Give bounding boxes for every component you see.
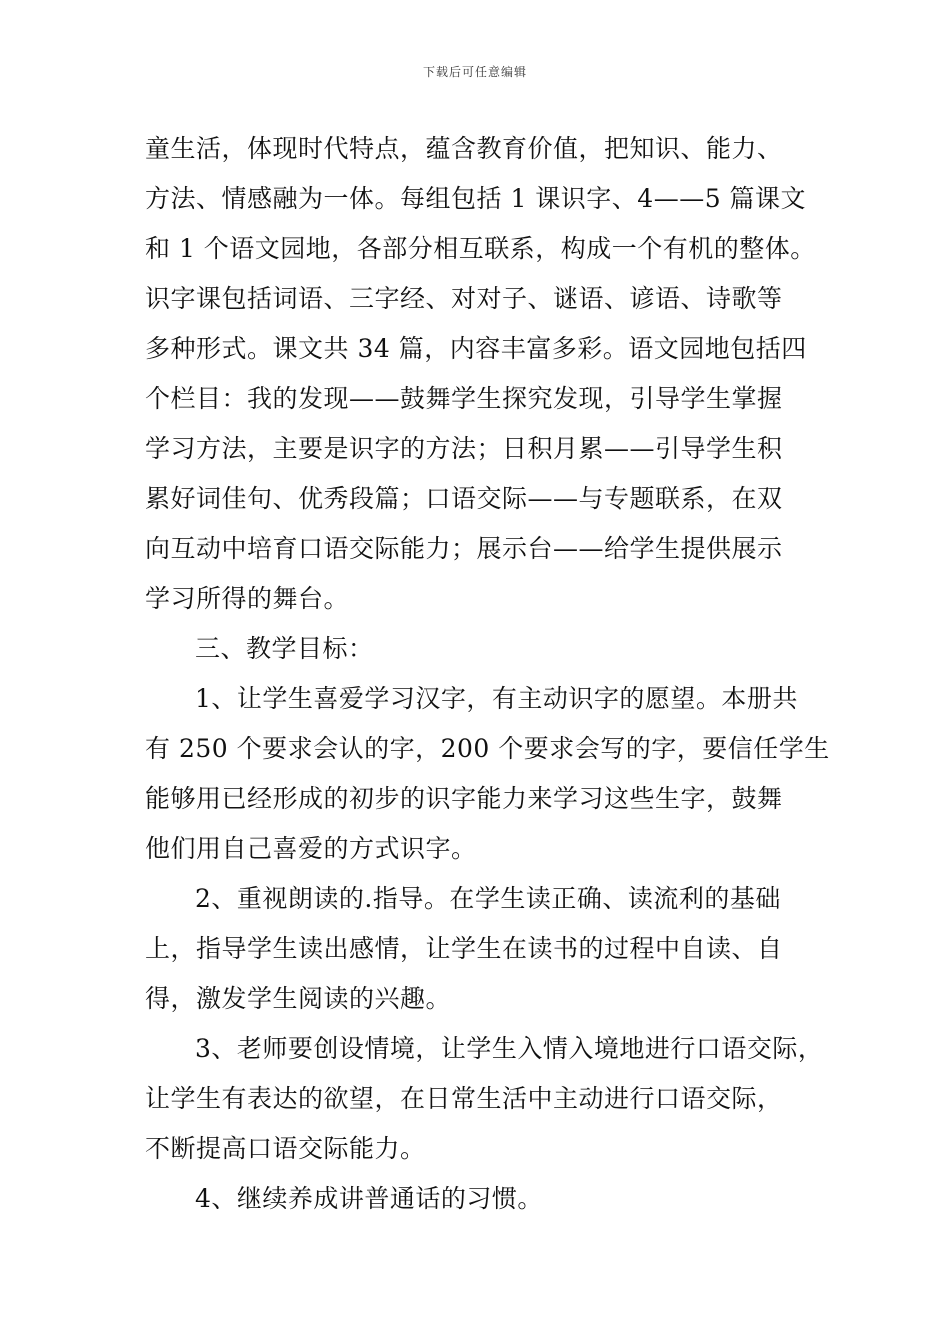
text-line: 童生活，体现时代特点，蕴含教育价值，把知识、能力、 [145, 134, 783, 163]
text-line: 有 250 个要求会认的字，200 个要求会写的字，要信任学生 [145, 734, 830, 763]
text-line: 上，指导学生读出感情，让学生在读书的过程中自读、自 [145, 934, 783, 963]
text-line: 累好词佳句、优秀段篇；口语交际——与专题联系，在双 [145, 484, 783, 513]
page-header: 下载后可任意编辑 [422, 65, 527, 79]
text-line: 不断提高口语交际能力。 [145, 1134, 426, 1163]
body-text [145, 124, 830, 1224]
text-line: 学习方法，主要是识字的方法；日积月累——引导学生积 [145, 434, 783, 463]
text-line: 他们用自己喜爱的方式识字。 [145, 834, 477, 863]
text-line: 学习所得的舞台。 [145, 584, 350, 613]
text-line: 多种形式。课文共 34 篇，内容丰富多彩。语文园地包括四 [145, 334, 807, 363]
text-line: 个栏目：我的发现——鼓舞学生探究发现，引导学生掌握 [145, 384, 783, 413]
text-line: 3、老师要创设情境，让学生入情入境地进行口语交际， [195, 1034, 824, 1063]
text-line: 让学生有表达的欲望，在日常生活中主动进行口语交际， [145, 1084, 783, 1113]
text-line: 4、继续养成讲普通话的习惯。 [195, 1184, 543, 1213]
text-line: 向互动中培育口语交际能力；展示台——给学生提供展示 [145, 534, 783, 563]
section-heading: 三、教学目标： [195, 634, 374, 663]
text-line: 2、重视朗读的.指导。在学生读正确、读流利的基础 [195, 884, 781, 913]
text-line: 方法、情感融为一体。每组包括 1 课识字、4——5 篇课文 [145, 184, 807, 213]
text-line: 1、让学生喜爱学习汉字，有主动识字的愿望。本册共 [195, 684, 798, 713]
text-line: 得，激发学生阅读的兴趣。 [145, 984, 452, 1013]
text-line: 能够用已经形成的初步的识字能力来学习这些生字，鼓舞 [145, 784, 783, 813]
text-line: 识字课包括词语、三字经、对对子、谜语、谚语、诗歌等 [145, 284, 783, 313]
text-line: 和 1 个语文园地，各部分相互联系，构成一个有机的整体。 [145, 234, 816, 263]
